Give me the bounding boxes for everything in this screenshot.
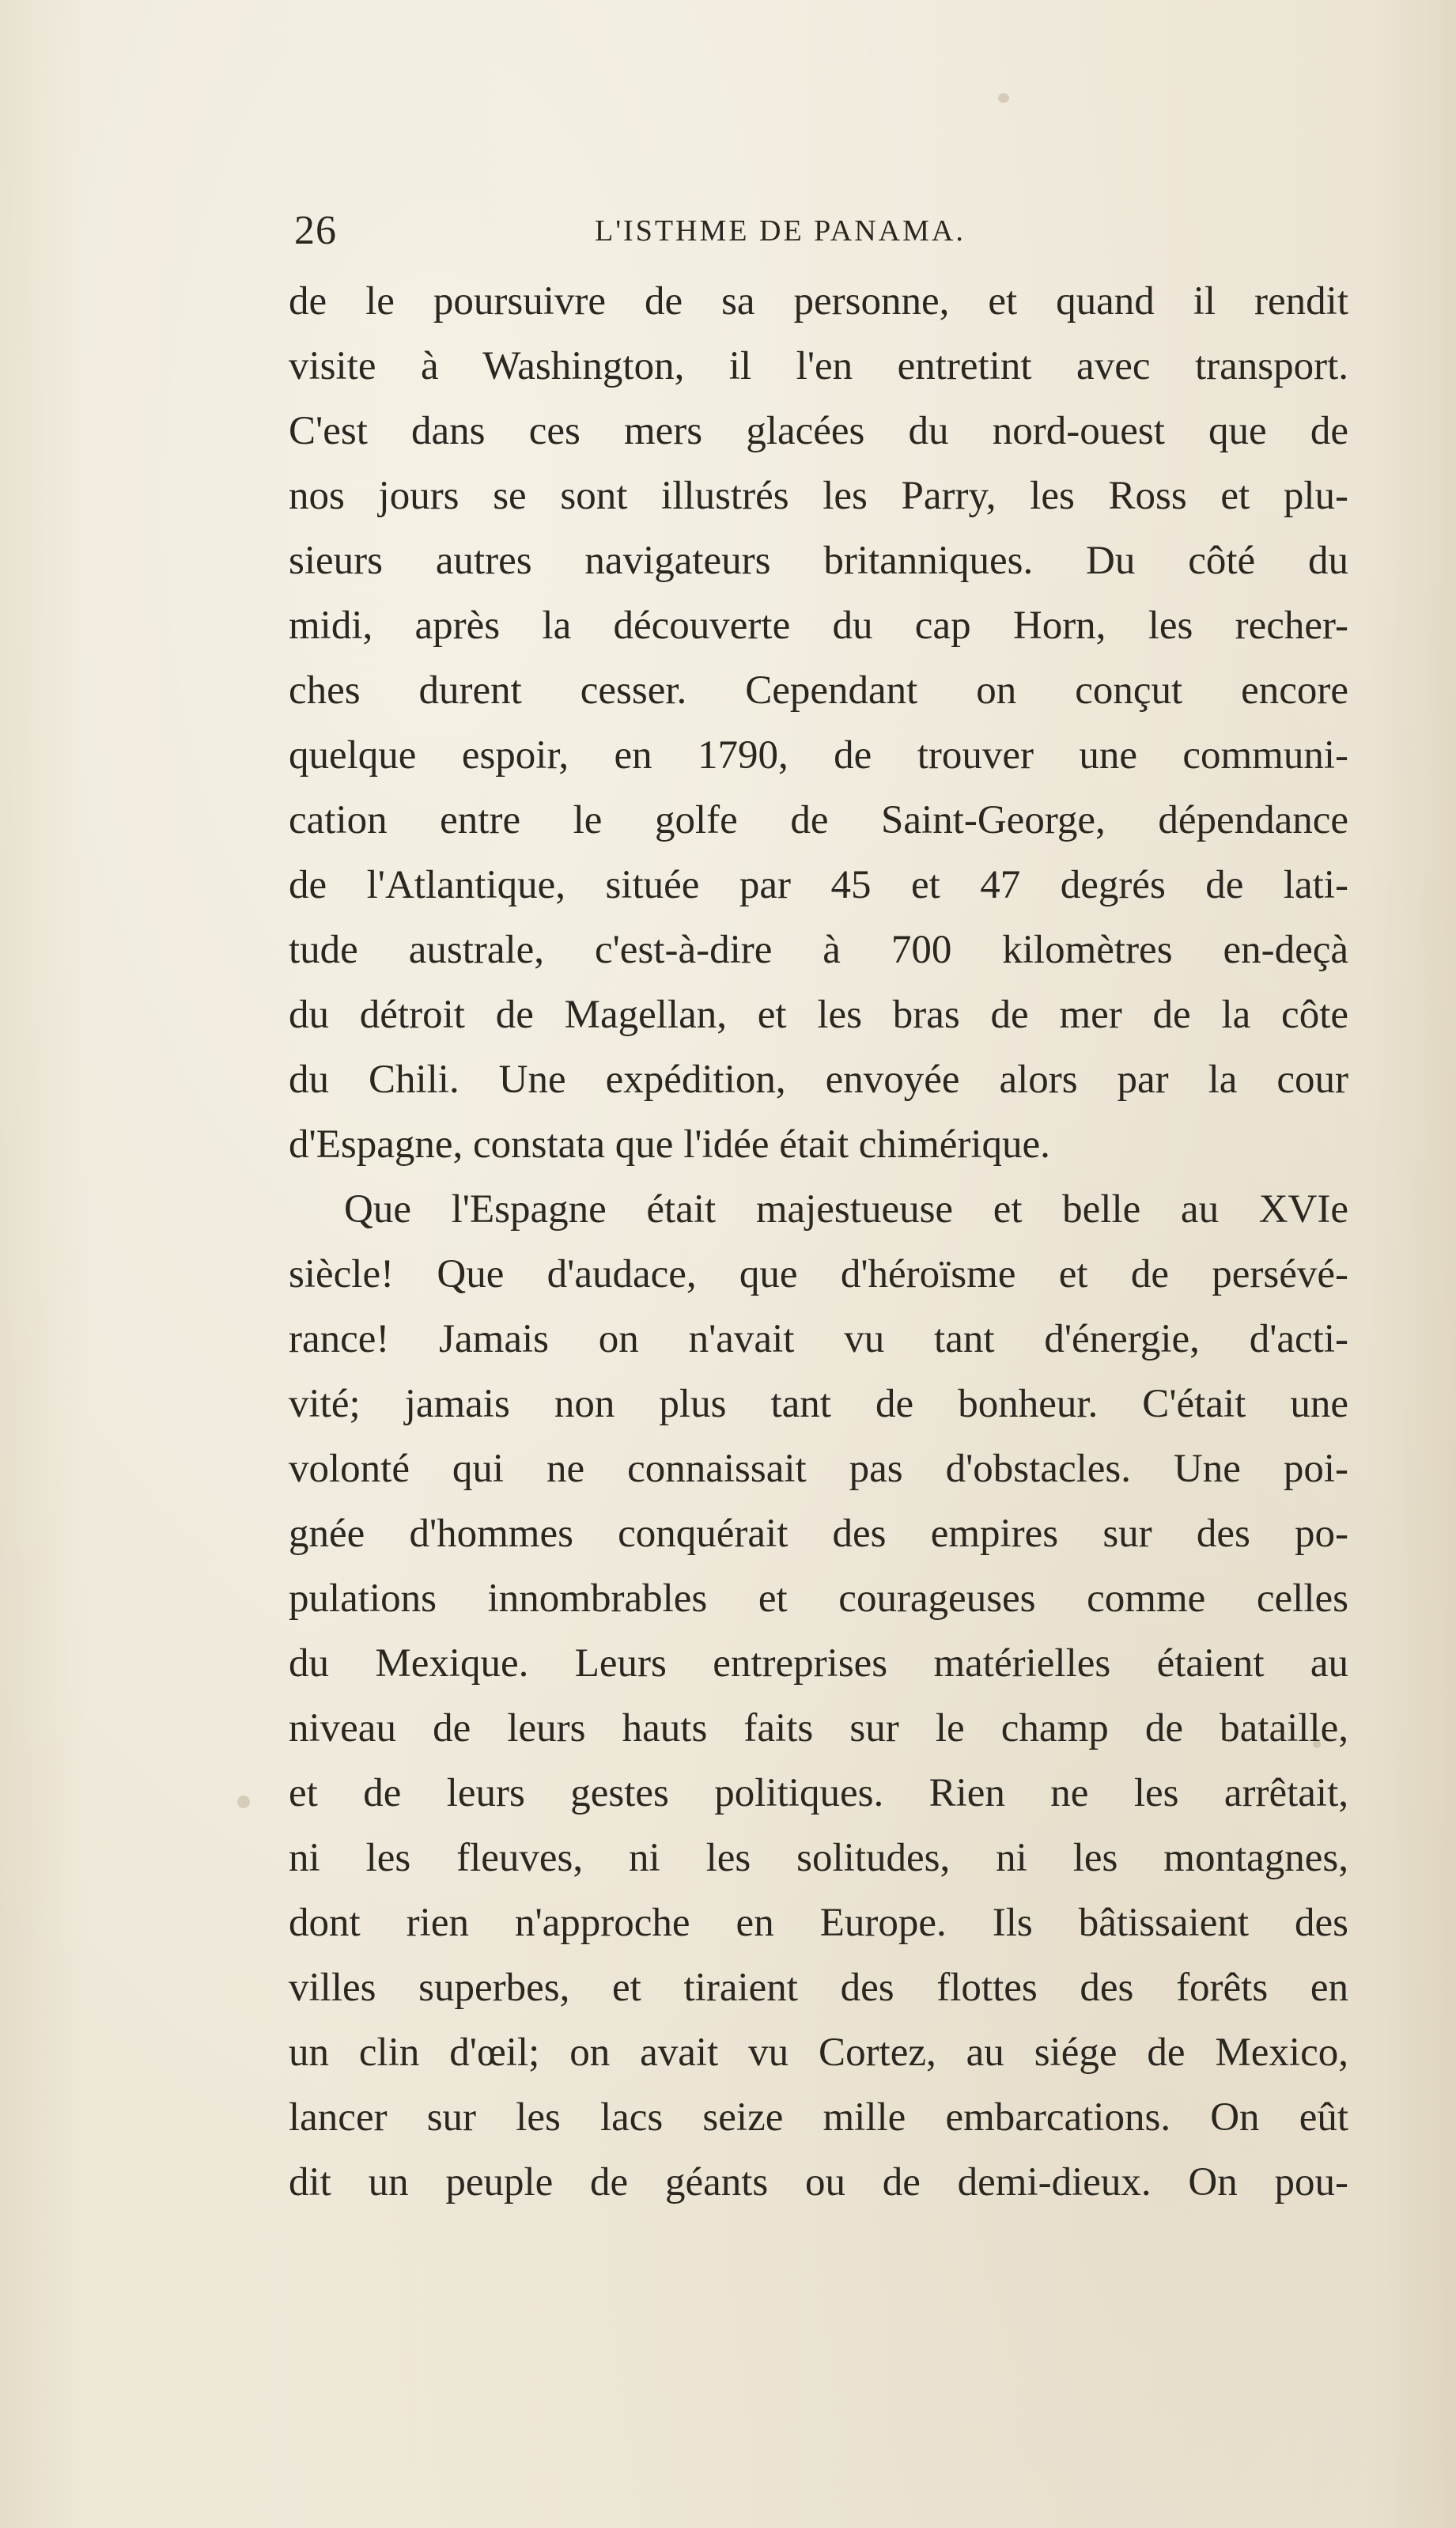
page-header [294, 199, 1346, 263]
text-line: niveau de leurs hauts faits sur le champ de bataille, [289, 1706, 1348, 1750]
text-line: visite à Washington, il l'en entretint avec transport. [289, 344, 1348, 388]
text-line: et de leurs gestes politiques. Rien ne les arrêtait, [289, 1771, 1348, 1815]
text-line: villes superbes, et tiraient des flottes des forêts en [289, 1966, 1348, 2010]
text-line: cation entre le golfe de Saint-George, dépendance [289, 798, 1348, 842]
text-line: dont rien n'approche en Europe. Ils bâtissaient des [289, 1901, 1348, 1945]
text-line: midi, après la découverte du cap Horn, les recher- [289, 604, 1348, 648]
text-line: un clin d'œil; on avait vu Cortez, au siége de Mexico, [289, 2030, 1348, 2075]
running-title: L'ISTHME DE PANAMA. [595, 214, 966, 248]
text-line: Que l'Espagne était majestueuse et belle au XVIe [344, 1187, 1348, 1232]
text-line: siècle! Que d'audace, que d'héroïsme et de persévé- [289, 1252, 1348, 1296]
text-line: sieurs autres navigateurs britanniques. Du côté du [289, 539, 1348, 583]
text-line: de le poursuivre de sa personne, et quand il rendit [289, 279, 1348, 324]
text-line: du Chili. Une expédition, envoyée alors par la cour [289, 1058, 1348, 1102]
paper-foxing-spot [237, 1796, 250, 1808]
text-line: C'est dans ces mers glacées du nord-ouest que de [289, 409, 1348, 453]
text-line: dit un peuple de géants ou de demi-dieux. On pou- [289, 2160, 1348, 2204]
text-line: tude australe, c'est-à-dire à 700 kilomètres en-deçà [289, 928, 1348, 972]
page-number: 26 [294, 208, 337, 253]
body-text [289, 269, 1348, 2215]
text-line: ni les fleuves, ni les solitudes, ni les montagnes, [289, 1836, 1348, 1880]
text-line: quelque espoir, en 1790, de trouver une communi- [289, 733, 1348, 778]
text-line: lancer sur les lacs seize mille embarcations. On eût [289, 2095, 1348, 2140]
text-line: rance! Jamais on n'avait vu tant d'énergie, d'acti- [289, 1317, 1348, 1361]
text-line: d'Espagne, constata que l'idée était chimérique. [289, 1122, 1050, 1167]
text-line: pulations innombrables et courageuses comme celles [289, 1576, 1348, 1621]
text-line: vité; jamais non plus tant de bonheur. C'était une [289, 1382, 1348, 1426]
text-line: du Mexique. Leurs entreprises matérielles étaient au [289, 1641, 1348, 1686]
text-line: gnée d'hommes conquérait des empires sur des po- [289, 1512, 1348, 1556]
text-line: ches durent cesser. Cependant on conçut encore [289, 668, 1348, 713]
text-line: de l'Atlantique, située par 45 et 47 degrés de lati- [289, 863, 1348, 907]
text-line: du détroit de Magellan, et les bras de mer de la côte [289, 993, 1348, 1037]
paper-foxing-spot [998, 93, 1009, 103]
text-line: volonté qui ne connaissait pas d'obstacles. Une poi- [289, 1447, 1348, 1491]
text-line: nos jours se sont illustrés les Parry, les Ross et plu- [289, 474, 1348, 518]
